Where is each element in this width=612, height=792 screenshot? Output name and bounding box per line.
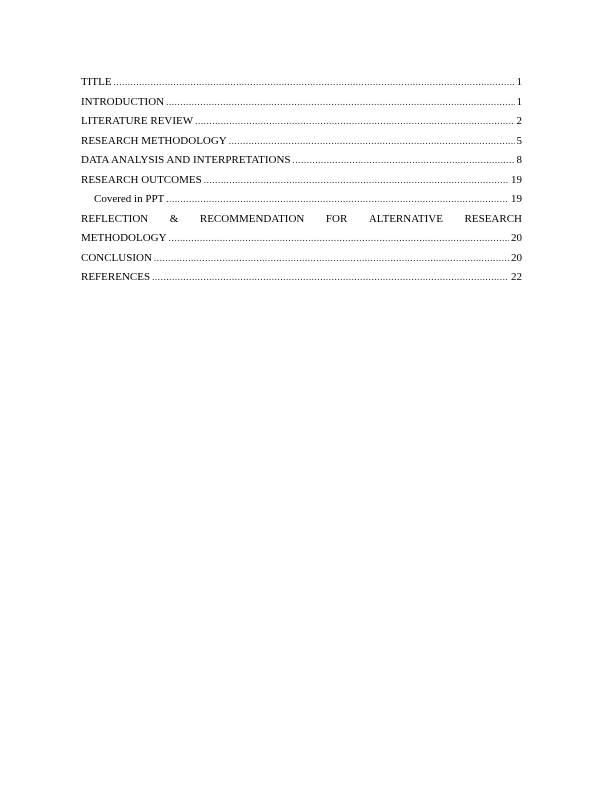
toc-entry-references[interactable] — [81, 271, 522, 284]
toc-page-number: 1 — [516, 95, 522, 108]
toc-dot-leader — [166, 96, 514, 109]
toc-dot-leader — [114, 76, 515, 89]
toc-dot-leader — [293, 154, 515, 167]
toc-page-number: 5 — [516, 134, 522, 147]
toc-entry-research-methodology[interactable] — [81, 135, 522, 148]
toc-page-number: 19 — [511, 173, 522, 186]
toc-entry-label: LITERATURE REVIEW — [81, 115, 194, 127]
toc-dot-leader — [152, 271, 509, 284]
toc-entry-label: INTRODUCTION — [81, 95, 165, 108]
toc-page-number: 2 — [516, 115, 522, 127]
toc-entry-label: DATA ANALYSIS AND INTERPRETATIONS — [81, 154, 291, 166]
toc-entry-word: RECOMMENDATION — [199, 212, 305, 225]
toc-dot-leader — [169, 232, 509, 245]
toc-entry-word: ALTERNATIVE — [368, 212, 443, 225]
toc-entry-word: FOR — [325, 212, 348, 225]
toc-entry-label: CONCLUSION — [81, 251, 152, 264]
toc-entry-data-analysis[interactable] — [81, 154, 522, 167]
toc-page-number: 1 — [516, 76, 522, 88]
toc-dot-leader — [229, 135, 515, 148]
toc-entry-label: Covered in PPT — [94, 193, 165, 205]
toc-subentry-covered-in-ppt[interactable] — [81, 193, 522, 206]
toc-page-number: 19 — [511, 193, 522, 205]
toc-dot-leader — [154, 252, 509, 265]
toc-entry-reflection-line-1[interactable] — [81, 213, 522, 226]
toc-entry-label: REFERENCES — [81, 271, 151, 283]
toc-entry-literature-review[interactable] — [81, 115, 522, 128]
toc-entry-label: METHODOLOGY — [81, 232, 167, 244]
toc-entry-word: RESEARCH — [464, 212, 522, 225]
toc-page-number: 20 — [511, 232, 522, 244]
toc-dot-leader — [166, 193, 509, 206]
toc-entry-label: RESEARCH METHODOLOGY — [81, 134, 227, 147]
toc-entry-word: REFLECTION — [81, 212, 149, 225]
toc-entry-introduction[interactable] — [81, 96, 522, 109]
toc-entry-title[interactable] — [81, 76, 522, 89]
toc-entry-research-outcomes[interactable] — [81, 174, 522, 187]
toc-entry-label: TITLE — [81, 76, 112, 88]
toc-page-number: 20 — [511, 251, 522, 264]
toc-entry-label: RESEARCH OUTCOMES — [81, 173, 202, 186]
toc-page-number: 22 — [511, 271, 522, 283]
table-of-contents — [81, 76, 522, 291]
toc-dot-leader — [204, 174, 509, 187]
toc-entry-word: & — [169, 212, 179, 225]
toc-page-number: 8 — [516, 154, 522, 166]
toc-entry-reflection-line-2[interactable] — [81, 232, 522, 245]
toc-dot-leader — [195, 115, 514, 128]
toc-entry-conclusion[interactable] — [81, 252, 522, 265]
